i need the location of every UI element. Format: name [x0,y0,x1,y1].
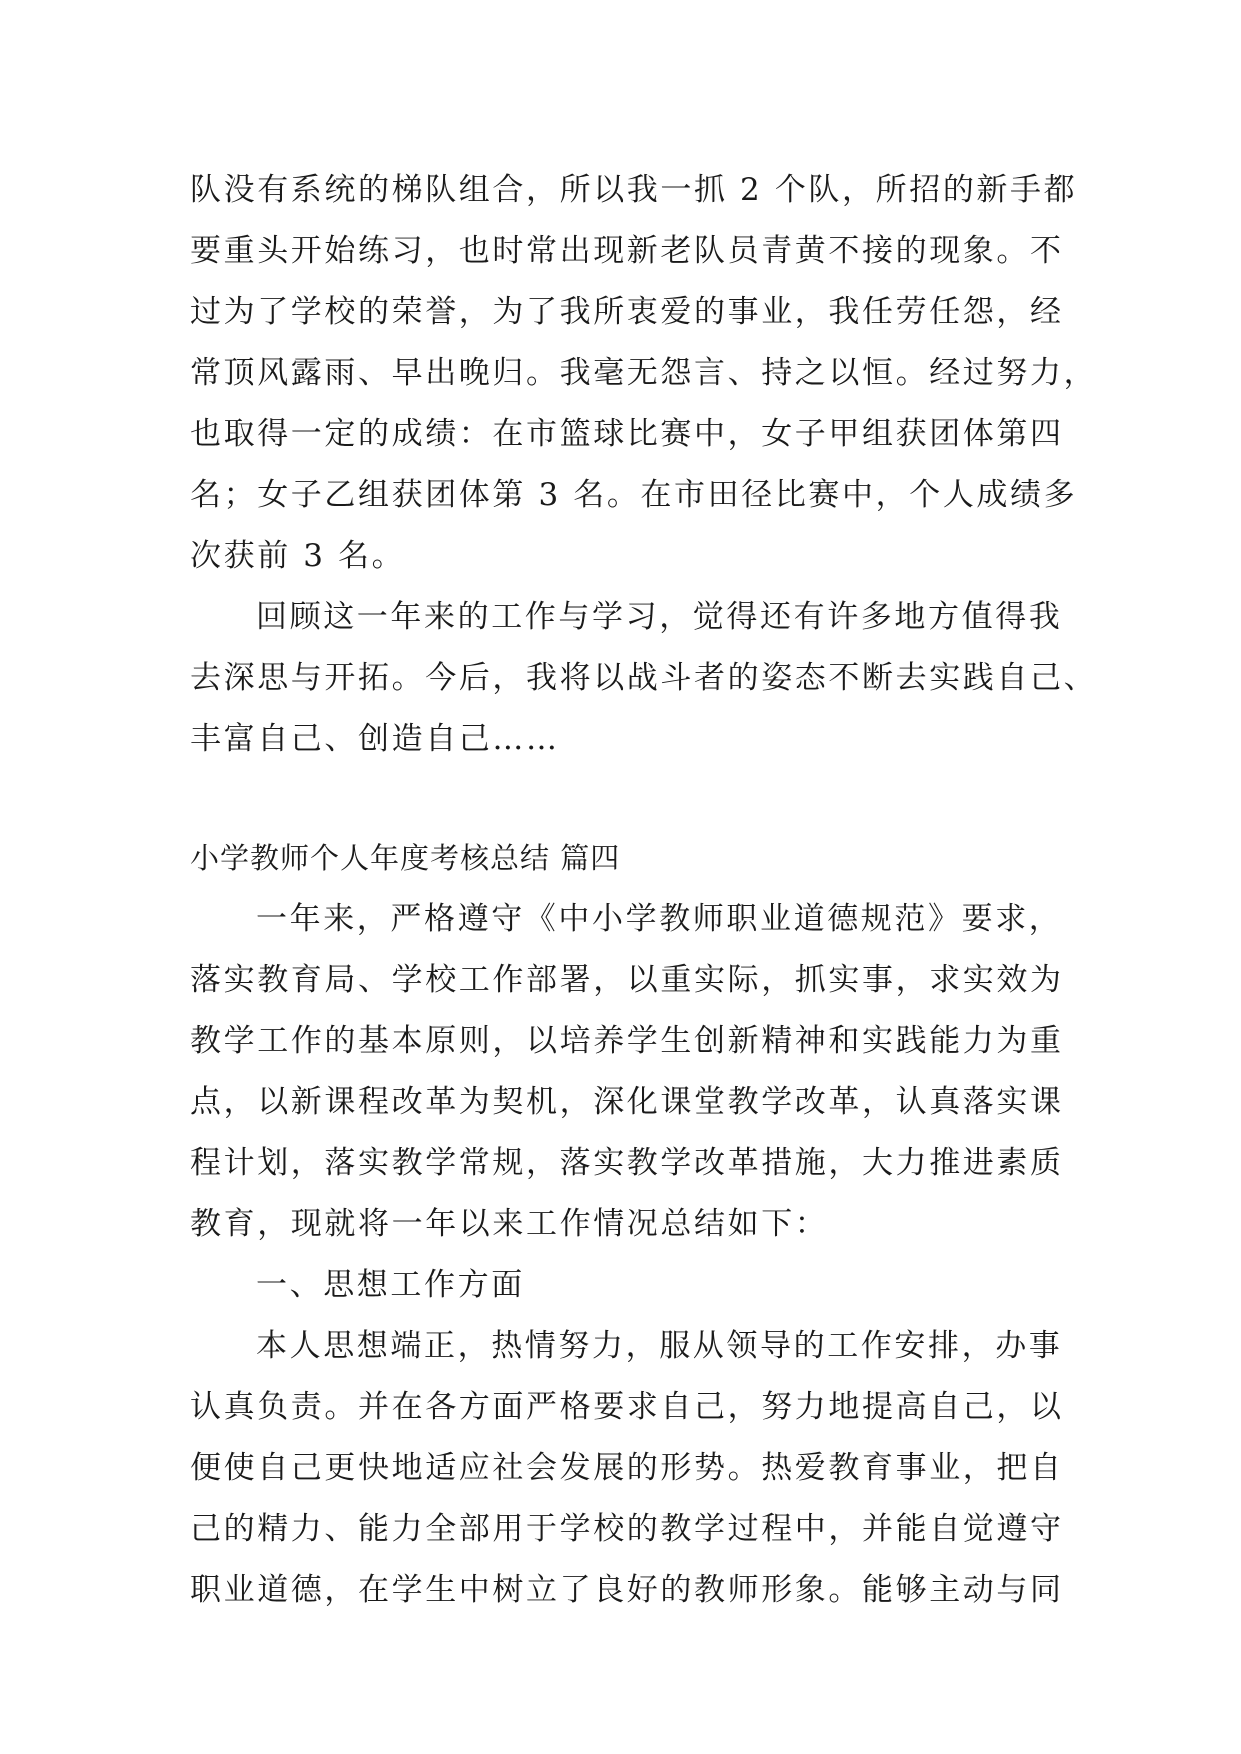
section-heading: 小学教师个人年度考核总结 篇四 [190,841,621,875]
text-line: 常顶风露雨、早出晚归。我毫无怨言、持之以恒。经过努力， [190,355,1098,391]
text-line: 教育，现就将一年以来工作情况总结如下： [190,1206,829,1242]
document-page [190,160,1098,1621]
text-line: 次获前 3 名。 [190,538,406,574]
text-line: 过为了学校的荣誉，为了我所衷爱的事业，我任劳任怨，经 [190,294,1064,330]
section-gap [190,770,1050,828]
text-line: 落实教育局、学校工作部署，以重实际，抓实事，求实效为 [190,962,1064,998]
text-line: 去深思与开拓。今后，我将以战斗者的姿态不断去实践自己、 [190,660,1098,696]
paragraph-intro [190,889,1064,1255]
paragraph-ideology [190,1316,1064,1621]
text-line: 要重头开始练习，也时常出现新老队员青黄不接的现象。不 [190,233,1064,269]
text-line: 队没有系统的梯队组合，所以我一抓 2 个队，所招的新手都 [190,172,1078,208]
text-line: 教学工作的基本原则，以培养学生创新精神和实践能力为重 [190,1023,1064,1059]
text-line: 一年来，严格遵守《中小学教师职业道德规范》要求， [256,901,1063,937]
paragraph-sports-team [190,160,1098,587]
text-line: 己的精力、能力全部用于学校的教学过程中，并能自觉遵守 [190,1511,1064,1547]
text-line: 程计划，落实教学常规，落实教学改革措施，大力推进素质 [190,1145,1064,1181]
text-line: 便使自己更快地适应社会发展的形势。热爱教育事业，把自 [190,1450,1064,1486]
text-line: 点，以新课程改革为契机，深化课堂教学改革，认真落实课 [190,1084,1064,1120]
text-line: 认真负责。并在各方面严格要求自己，努力地提高自己，以 [190,1389,1064,1425]
subheading-ideology [190,1255,1050,1316]
text-line: 名；女子乙组获团体第 3 名。在市田径比赛中，个人成绩多 [190,477,1078,513]
paragraph-review [190,587,1098,770]
text-line: 丰富自己、创造自己…… [190,721,560,757]
text-line: 也取得一定的成绩：在市篮球比赛中，女子甲组获团体第四 [190,416,1064,452]
text-line: 本人思想端正，热情努力，服从领导的工作安排，办事 [256,1328,1063,1364]
text-line: 职业道德，在学生中树立了良好的教师形象。能够主动与同 [190,1572,1064,1608]
text-line: 一、思想工作方面 [256,1267,525,1303]
text-line: 回顾这一年来的工作与学习，觉得还有许多地方值得我 [256,599,1063,635]
